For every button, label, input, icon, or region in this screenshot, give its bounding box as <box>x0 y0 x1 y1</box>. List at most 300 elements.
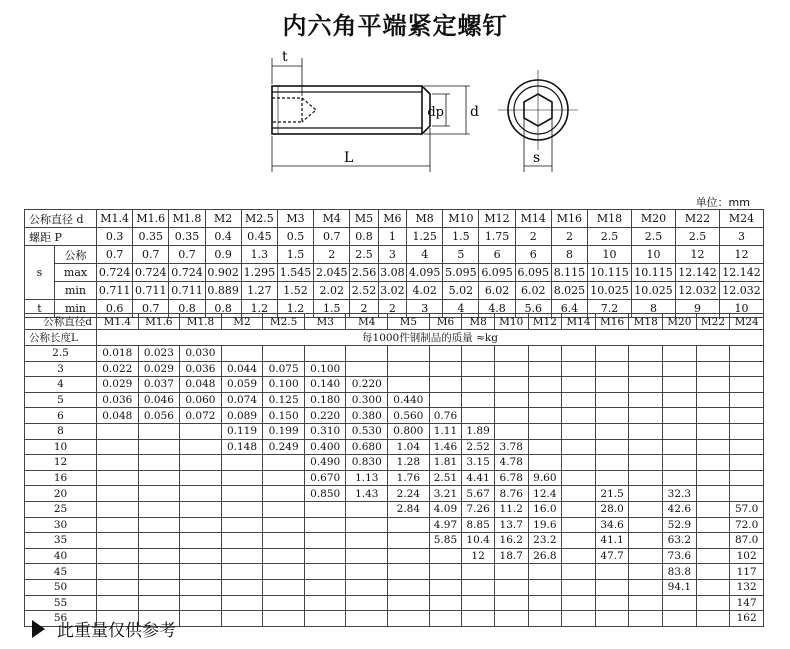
s-min-cell: 1.52 <box>277 282 313 300</box>
size-header-cell: M14 <box>562 314 596 330</box>
weight-cell <box>595 392 629 408</box>
length-cell: 25 <box>25 501 97 517</box>
weight-cell <box>388 564 430 580</box>
weight-cell: 0.400 <box>304 439 346 455</box>
weight-cell <box>494 361 528 377</box>
weight-cell <box>462 595 495 611</box>
weight-cell <box>494 423 528 439</box>
size-header-cell: M22 <box>675 210 719 228</box>
weight-cell <box>180 517 222 533</box>
s-min-cell: 4.02 <box>407 282 443 300</box>
pitch-cell: 3 <box>719 228 763 246</box>
weight-cell <box>462 611 495 627</box>
weight-cell <box>97 579 139 595</box>
weight-cell: 0.300 <box>346 392 388 408</box>
table-row <box>25 246 764 264</box>
weight-cell <box>696 533 730 549</box>
page-title: 内六角平端紧定螺钉 <box>282 12 508 40</box>
weight-cell: 0.140 <box>304 377 346 393</box>
weight-cell <box>221 501 263 517</box>
weight-cell <box>629 423 663 439</box>
size-header-cell: M22 <box>696 314 730 330</box>
weight-cell <box>346 361 388 377</box>
t-min-cell: 5.6 <box>515 300 551 318</box>
weight-cell <box>462 392 495 408</box>
weight-cell <box>629 361 663 377</box>
weight-cell: 32.3 <box>663 486 697 502</box>
weight-cell <box>304 564 346 580</box>
size-header-cell: M18 <box>629 314 663 330</box>
s-min-cell: 0.889 <box>205 282 241 300</box>
weight-cell <box>388 611 430 627</box>
weight-cell: 0.830 <box>346 455 388 471</box>
table-row <box>25 486 764 502</box>
s-nominal-cell: 2 <box>314 246 350 264</box>
weight-cell: 5.67 <box>462 486 495 502</box>
s-nominal-cell: 0.7 <box>97 246 133 264</box>
s-nominal-cell: 2.5 <box>350 246 378 264</box>
weight-cell <box>138 548 180 564</box>
weight-cell <box>629 595 663 611</box>
weight-cell: 0.029 <box>97 377 139 393</box>
weight-cell: 16.2 <box>494 533 528 549</box>
weight-cell <box>629 408 663 424</box>
weight-cell <box>263 486 305 502</box>
weight-cell <box>696 486 730 502</box>
weight-cell <box>263 517 305 533</box>
weight-cell: 1.43 <box>346 486 388 502</box>
weight-cell <box>629 564 663 580</box>
s-min-cell: 5.02 <box>443 282 479 300</box>
dim-t-label: t <box>282 49 288 65</box>
table-row <box>25 210 764 228</box>
weight-cell <box>304 501 346 517</box>
weight-cell: 117 <box>730 564 764 580</box>
length-cell: 10 <box>25 439 97 455</box>
weight-cell: 12.4 <box>528 486 562 502</box>
weight-cell: 2.51 <box>429 470 462 486</box>
weight-cell <box>528 595 562 611</box>
weight-cell <box>346 595 388 611</box>
dim-L-label: L <box>344 150 354 166</box>
weight-cell: 1.04 <box>388 439 430 455</box>
weight-cell <box>263 501 305 517</box>
size-header-cell: M1.6 <box>138 314 180 330</box>
weight-cell <box>696 455 730 471</box>
weight-cell <box>696 377 730 393</box>
weight-cell: 0.850 <box>304 486 346 502</box>
size-header-cell: M1.6 <box>133 210 169 228</box>
weight-cell <box>528 361 562 377</box>
weight-cell <box>304 595 346 611</box>
weight-cell <box>97 455 139 471</box>
weight-cell: 0.037 <box>138 377 180 393</box>
s-label: s <box>25 246 55 300</box>
weight-cell <box>730 361 764 377</box>
t-min-cell: 9 <box>675 300 719 318</box>
weight-cell <box>180 564 222 580</box>
pitch-cell: 0.5 <box>277 228 313 246</box>
weight-cell <box>180 501 222 517</box>
weight-cell: 0.560 <box>388 408 430 424</box>
size-header-cell: M5 <box>350 210 378 228</box>
weight-cell <box>562 548 596 564</box>
size-header-cell: M12 <box>528 314 562 330</box>
weight-cell <box>304 533 346 549</box>
weight-cell <box>562 439 596 455</box>
weight-header-label: 公称直径d <box>25 314 97 330</box>
t-min-cell: 1.5 <box>314 300 350 318</box>
weight-cell <box>528 408 562 424</box>
weight-cell: 18.7 <box>494 548 528 564</box>
weight-cell: 10.4 <box>462 533 495 549</box>
size-header-cell: M2 <box>221 314 263 330</box>
weight-cell: 0.030 <box>180 346 222 362</box>
weight-cell: 0.029 <box>138 361 180 377</box>
weight-cell <box>629 501 663 517</box>
weight-cell: 0.380 <box>346 408 388 424</box>
weight-cell <box>629 392 663 408</box>
table-row <box>25 455 764 471</box>
s-max-cell: 1.545 <box>277 264 313 282</box>
s-max-cell: 5.095 <box>443 264 479 282</box>
weight-cell: 0.036 <box>97 392 139 408</box>
weight-cell <box>696 501 730 517</box>
weight-cell <box>629 486 663 502</box>
weight-cell: 4.78 <box>494 455 528 471</box>
weight-cell: 1.28 <box>388 455 430 471</box>
table-row <box>25 392 764 408</box>
pitch-cell: 0.45 <box>241 228 277 246</box>
weight-cell <box>388 377 430 393</box>
weight-cell: 4.97 <box>429 517 462 533</box>
s-max-cell: 0.724 <box>97 264 133 282</box>
length-cell: 45 <box>25 564 97 580</box>
weight-cell: 52.9 <box>663 517 697 533</box>
length-cell: 6 <box>25 408 97 424</box>
unit-label: 单位：mm <box>695 196 750 209</box>
weight-cell: 0.089 <box>221 408 263 424</box>
weight-table <box>24 313 764 627</box>
weight-cell <box>97 564 139 580</box>
weight-cell <box>696 517 730 533</box>
weight-cell <box>730 455 764 471</box>
weight-cell <box>462 564 495 580</box>
weight-cell <box>730 439 764 455</box>
weight-cell <box>528 392 562 408</box>
weight-cell: 0.530 <box>346 423 388 439</box>
weight-cell <box>180 548 222 564</box>
s-nominal-cell: 8 <box>551 246 587 264</box>
size-header-cell: M20 <box>632 210 676 228</box>
weight-cell <box>528 579 562 595</box>
weight-cell <box>429 346 462 362</box>
t-min-cell: 4.8 <box>479 300 515 318</box>
t-min-cell: 4 <box>443 300 479 318</box>
weight-cell <box>696 564 730 580</box>
s-nominal-cell: 6 <box>515 246 551 264</box>
weight-cell <box>494 377 528 393</box>
pitch-cell: 0.35 <box>133 228 169 246</box>
weight-cell: 0.100 <box>304 361 346 377</box>
footer-note <box>32 616 176 641</box>
table-row <box>25 361 764 377</box>
table-row <box>25 330 764 346</box>
weight-cell <box>221 564 263 580</box>
weight-cell <box>304 579 346 595</box>
weight-cell <box>138 501 180 517</box>
weight-cell <box>528 455 562 471</box>
weight-cell <box>180 439 222 455</box>
t-min-cell: 6.4 <box>551 300 587 318</box>
s-nominal-cell: 5 <box>443 246 479 264</box>
weight-cell: 1.11 <box>429 423 462 439</box>
weight-cell <box>595 346 629 362</box>
weight-cell: 16.0 <box>528 501 562 517</box>
s-min-label: min <box>55 282 97 300</box>
table-row <box>25 517 764 533</box>
size-header-cell: M20 <box>663 314 697 330</box>
weight-cell <box>180 470 222 486</box>
weight-cell <box>562 501 596 517</box>
weight-cell: 8.76 <box>494 486 528 502</box>
size-header-cell: M2.5 <box>241 210 277 228</box>
weight-cell <box>462 579 495 595</box>
weight-cell: 4.41 <box>462 470 495 486</box>
weight-cell <box>138 517 180 533</box>
weight-cell <box>629 548 663 564</box>
weight-cell <box>97 548 139 564</box>
weight-cell <box>138 579 180 595</box>
weight-cell: 21.5 <box>595 486 629 502</box>
weight-cell <box>629 533 663 549</box>
weight-cell: 3.78 <box>494 439 528 455</box>
s-nominal-cell: 12 <box>675 246 719 264</box>
s-nominal-cell: 10 <box>632 246 676 264</box>
s-max-cell: 6.095 <box>479 264 515 282</box>
t-min-cell: 3 <box>407 300 443 318</box>
weight-cell: 0.148 <box>221 439 263 455</box>
size-header-cell: M2 <box>205 210 241 228</box>
size-header-cell: M6 <box>378 210 406 228</box>
weight-cell <box>388 346 430 362</box>
weight-cell <box>304 346 346 362</box>
weight-cell: 0.119 <box>221 423 263 439</box>
weight-cell <box>462 346 495 362</box>
weight-cell <box>221 455 263 471</box>
size-header-cell: M1.8 <box>180 314 222 330</box>
weight-cell <box>138 455 180 471</box>
length-cell: 2.5 <box>25 346 97 362</box>
weight-cell <box>221 486 263 502</box>
weight-cell <box>138 470 180 486</box>
weight-cell: 0.072 <box>180 408 222 424</box>
weight-cell <box>388 361 430 377</box>
weight-cell: 2.84 <box>388 501 430 517</box>
weight-cell: 3.21 <box>429 486 462 502</box>
weight-cell <box>263 346 305 362</box>
t-min-cell: 10 <box>719 300 763 318</box>
size-header-cell: M2.5 <box>263 314 305 330</box>
size-header-cell: M1.4 <box>97 210 133 228</box>
t-min-cell: 2 <box>378 300 406 318</box>
weight-cell: 1.89 <box>462 423 495 439</box>
s-max-cell: 0.724 <box>133 264 169 282</box>
weight-cell: 19.6 <box>528 517 562 533</box>
weight-cell: 0.125 <box>263 392 305 408</box>
weight-cell <box>346 517 388 533</box>
table-row <box>25 579 764 595</box>
table-row <box>25 470 764 486</box>
weight-cell <box>730 470 764 486</box>
weight-cell <box>629 611 663 627</box>
length-cell: 20 <box>25 486 97 502</box>
weight-cell: 0.036 <box>180 361 222 377</box>
table-row <box>25 377 764 393</box>
s-max-cell: 12.142 <box>719 264 763 282</box>
weight-cell <box>663 595 697 611</box>
s-min-cell: 12.032 <box>719 282 763 300</box>
weight-cell <box>388 579 430 595</box>
weight-cell: 3.15 <box>462 455 495 471</box>
weight-cell: 0.022 <box>97 361 139 377</box>
table-row <box>25 314 764 330</box>
pitch-cell: 0.35 <box>169 228 205 246</box>
weight-cell <box>180 595 222 611</box>
weight-cell <box>696 470 730 486</box>
weight-cell <box>730 346 764 362</box>
table-row <box>25 439 764 455</box>
length-cell: 5 <box>25 392 97 408</box>
weight-cell <box>663 423 697 439</box>
t-min-cell: 8 <box>632 300 676 318</box>
weight-cell <box>696 423 730 439</box>
weight-cell <box>595 611 629 627</box>
weight-cell <box>595 439 629 455</box>
dim-d-label: d <box>470 104 479 120</box>
s-max-cell: 1.295 <box>241 264 277 282</box>
weight-cell: 28.0 <box>595 501 629 517</box>
weight-cell <box>595 470 629 486</box>
weight-cell <box>429 579 462 595</box>
length-label: 公称长度L <box>25 330 97 346</box>
weight-cell: 5.85 <box>429 533 462 549</box>
weight-cell <box>562 408 596 424</box>
weight-cell <box>663 392 697 408</box>
weight-cell: 13.7 <box>494 517 528 533</box>
weight-cell <box>696 611 730 627</box>
pitch-cell: 2 <box>515 228 551 246</box>
weight-cell: 2.24 <box>388 486 430 502</box>
pitch-cell: 1.5 <box>443 228 479 246</box>
weight-cell <box>663 470 697 486</box>
spec-header-label: 公称直径 d <box>25 210 97 228</box>
weight-cell: 0.100 <box>263 377 305 393</box>
table-row <box>25 595 764 611</box>
weight-cell <box>663 408 697 424</box>
weight-cell <box>629 439 663 455</box>
weight-cell <box>138 423 180 439</box>
weight-cell <box>138 439 180 455</box>
weight-cell <box>388 517 430 533</box>
weight-cell <box>263 611 305 627</box>
weight-cell: 2.52 <box>462 439 495 455</box>
s-min-cell: 0.711 <box>169 282 205 300</box>
t-min-cell: 0.8 <box>169 300 205 318</box>
weight-cell: 0.199 <box>263 423 305 439</box>
weight-cell: 132 <box>730 579 764 595</box>
s-max-cell: 10.115 <box>632 264 676 282</box>
weight-cell <box>528 423 562 439</box>
weight-cell <box>180 423 222 439</box>
weight-cell <box>629 346 663 362</box>
weight-cell <box>730 423 764 439</box>
s-nominal-cell: 12 <box>719 246 763 264</box>
weight-cell: 0.800 <box>388 423 430 439</box>
t-min-cell: 0.7 <box>133 300 169 318</box>
t-min-cell: 1.2 <box>277 300 313 318</box>
s-nominal-label: 公称 <box>55 246 97 264</box>
size-header-cell: M4 <box>314 210 350 228</box>
weight-cell <box>221 548 263 564</box>
weight-cell: 26.8 <box>528 548 562 564</box>
s-max-cell: 12.142 <box>675 264 719 282</box>
table-row <box>25 408 764 424</box>
weight-cell: 0.048 <box>97 408 139 424</box>
s-min-cell: 0.711 <box>97 282 133 300</box>
weight-cell <box>462 408 495 424</box>
weight-cell <box>97 595 139 611</box>
weight-cell <box>528 564 562 580</box>
weight-cell <box>562 611 596 627</box>
s-min-cell: 2.52 <box>350 282 378 300</box>
weight-cell <box>595 408 629 424</box>
weight-cell <box>97 470 139 486</box>
weight-cell <box>221 346 263 362</box>
weight-cell: 9.60 <box>528 470 562 486</box>
pitch-cell: 2.5 <box>588 228 632 246</box>
weight-cell <box>528 439 562 455</box>
weight-cell: 94.1 <box>663 579 697 595</box>
weight-cell: 83.8 <box>663 564 697 580</box>
size-header-cell: M3 <box>277 210 313 228</box>
weight-cell <box>696 408 730 424</box>
weight-cell <box>97 423 139 439</box>
weight-cell <box>388 533 430 549</box>
weight-cell <box>562 533 596 549</box>
pitch-cell: 0.4 <box>205 228 241 246</box>
size-header-cell: M3 <box>304 314 346 330</box>
weight-cell: 11.2 <box>494 501 528 517</box>
weight-cell <box>696 439 730 455</box>
s-max-cell: 3.08 <box>378 264 406 282</box>
table-row <box>25 533 764 549</box>
length-cell: 55 <box>25 595 97 611</box>
length-cell: 8 <box>25 423 97 439</box>
weight-cell <box>346 548 388 564</box>
weight-cell <box>346 346 388 362</box>
weight-cell: 23.2 <box>528 533 562 549</box>
weight-cell: 87.0 <box>730 533 764 549</box>
weight-cell <box>304 611 346 627</box>
pitch-cell: 0.3 <box>97 228 133 246</box>
length-cell: 16 <box>25 470 97 486</box>
weight-cell: 102 <box>730 548 764 564</box>
weight-cell: 41.1 <box>595 533 629 549</box>
weight-cell: 1.76 <box>388 470 430 486</box>
t-min-cell: 1.2 <box>241 300 277 318</box>
weight-cell <box>696 579 730 595</box>
